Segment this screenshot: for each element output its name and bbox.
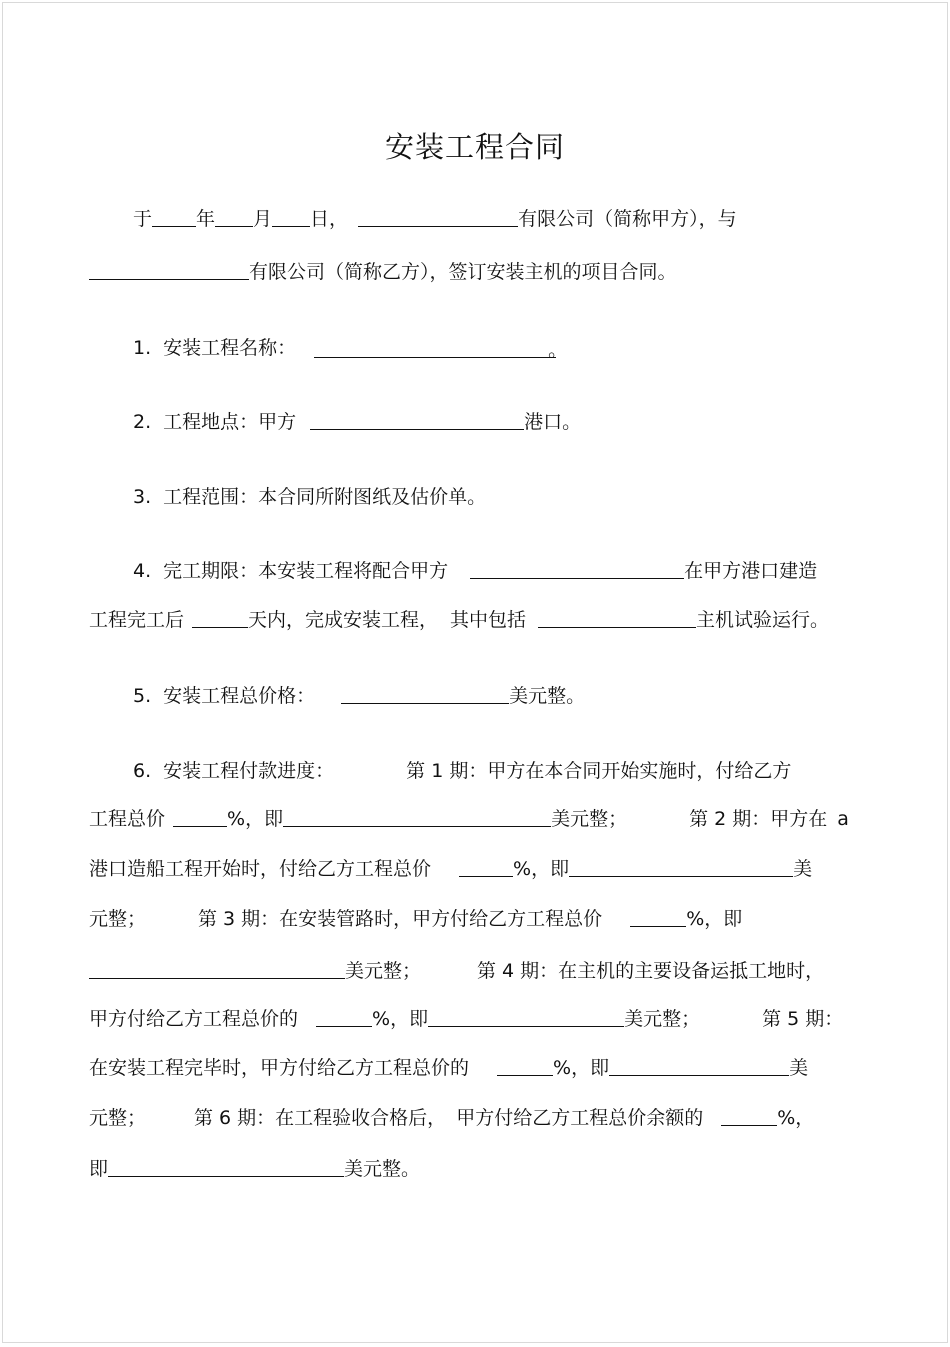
amount-5-blank[interactable] xyxy=(609,1055,789,1076)
project-name-blank[interactable]: 。 xyxy=(314,337,556,358)
clause-number: 2. xyxy=(133,411,152,433)
intro-text: 日， xyxy=(310,208,349,230)
clause-text: 即 xyxy=(89,1158,109,1180)
clause-text: 美元整。 xyxy=(344,1158,421,1180)
clause-1 xyxy=(133,335,879,361)
clause-5 xyxy=(133,683,879,709)
clause-text: 第 5 期： xyxy=(762,1008,844,1030)
includes-blank[interactable] xyxy=(538,607,696,628)
amount-1-blank[interactable] xyxy=(283,806,551,827)
clause-text: 第 1 期：甲方在本合同开始实施时，付给乙方 xyxy=(406,760,792,782)
clause-4-line-2 xyxy=(89,607,879,633)
clause-text: 工程完工后 xyxy=(89,609,185,631)
clause-text: 美 xyxy=(789,1057,809,1079)
intro-line-1 xyxy=(133,206,879,232)
intro-text: 月 xyxy=(253,208,273,230)
clause-text: 第 4 期：在主机的主要设备运抵工地时， xyxy=(477,960,825,982)
clause-text: 第 2 期：甲方在 xyxy=(689,808,828,830)
clause-6-line-3 xyxy=(89,856,879,882)
clause-text: 元整； xyxy=(89,1107,147,1129)
clause-text: 在安装工程完毕时，甲方付给乙方工程总价的 xyxy=(89,1057,470,1079)
document-page xyxy=(2,2,948,1343)
intro-line-2 xyxy=(89,259,879,285)
percent-2-blank[interactable] xyxy=(459,856,513,877)
clause-6-line-7 xyxy=(89,1055,879,1081)
amount-3-blank[interactable] xyxy=(89,958,345,979)
clause-text: %，即 xyxy=(686,908,743,930)
clause-text: 美元整； xyxy=(345,960,422,982)
clause-6-line-6 xyxy=(89,1006,879,1032)
clause-text: 第 3 期：在安装管路时，甲方付给乙方工程总价 xyxy=(198,908,603,930)
clause-6-line-2 xyxy=(89,806,879,832)
clause-text: 元整； xyxy=(89,908,147,930)
clause-text: %，即 xyxy=(513,858,570,880)
clause-text: 安装工程付款进度： xyxy=(163,760,335,782)
amount-6-blank[interactable] xyxy=(108,1156,344,1177)
intro-text: 于 xyxy=(133,208,153,230)
party-b-blank[interactable] xyxy=(89,259,249,280)
clause-text: %，即 xyxy=(227,808,284,830)
clause-6-line-4 xyxy=(89,906,879,932)
clause-text: 美 xyxy=(793,858,813,880)
clause-text: 港口造船工程开始时，付给乙方工程总价 xyxy=(89,858,432,880)
clause-text: 美元整； xyxy=(624,1008,701,1030)
clause-6-line-5 xyxy=(89,958,879,984)
clause-text: %，即 xyxy=(553,1057,610,1079)
clause-text: %， xyxy=(777,1107,815,1129)
clause-text: 美元整。 xyxy=(509,685,586,707)
clause-number: 5. xyxy=(133,685,152,707)
clause-text: %，即 xyxy=(372,1008,429,1030)
intro-text: 有限公司（简称乙方），签订安装主机的项目合同。 xyxy=(249,261,677,283)
clause-text: 第 6 期：在工程验收合格后， xyxy=(194,1107,447,1129)
clause-text: 工程总价 xyxy=(89,808,166,830)
total-price-blank[interactable] xyxy=(341,683,509,704)
amount-4-blank[interactable] xyxy=(428,1006,624,1027)
intro-text: 有限公司（简称甲方），与 xyxy=(518,208,737,230)
clause-6-line-9 xyxy=(89,1156,879,1182)
document-title: 安装工程合同 xyxy=(384,130,565,164)
clause-number: 3. xyxy=(133,486,152,508)
clause-text: 其中包括 xyxy=(450,609,527,631)
percent-5-blank[interactable] xyxy=(497,1055,553,1076)
shipyard-blank[interactable] xyxy=(470,558,684,579)
clause-text: 主机试验运行。 xyxy=(696,609,830,631)
clause-text: 甲方付给乙方工程总价余额的 xyxy=(456,1107,704,1129)
clause-4-line-1 xyxy=(133,558,879,584)
clause-text: 安装工程名称： xyxy=(163,337,297,359)
clause-text: a xyxy=(837,808,849,830)
clause-6-line-8 xyxy=(89,1105,879,1131)
clause-2 xyxy=(133,409,879,435)
clause-text: 美元整； xyxy=(551,808,628,830)
clause-text: 工程地点：甲方 xyxy=(163,411,297,433)
day-blank[interactable] xyxy=(272,206,310,227)
clause-text: 港口。 xyxy=(524,411,582,433)
location-blank[interactable] xyxy=(310,409,524,430)
days-blank[interactable] xyxy=(192,607,248,628)
clause-text: 安装工程总价格： xyxy=(163,685,316,707)
clause-number: 1. xyxy=(133,337,152,359)
clause-text: 工程范围：本合同所附图纸及估价单。 xyxy=(163,486,487,508)
clause-number: 4. xyxy=(133,560,152,582)
percent-4-blank[interactable] xyxy=(316,1006,372,1027)
clause-text: 天内，完成安装工程， xyxy=(248,609,439,631)
clause-text: 甲方付给乙方工程总价的 xyxy=(89,1008,299,1030)
percent-6-blank[interactable] xyxy=(721,1105,777,1126)
clause-3 xyxy=(133,484,879,510)
percent-3-blank[interactable] xyxy=(630,906,686,927)
year-blank[interactable] xyxy=(152,206,196,227)
percent-1-blank[interactable] xyxy=(173,806,227,827)
intro-text: 年 xyxy=(196,208,216,230)
clause-text: 在甲方港口建造 xyxy=(684,560,818,582)
amount-2-blank[interactable] xyxy=(569,856,793,877)
clause-number: 6. xyxy=(133,760,152,782)
clause-text: 完工期限：本安装工程将配合甲方 xyxy=(163,560,449,582)
month-blank[interactable] xyxy=(215,206,253,227)
party-a-blank[interactable] xyxy=(358,206,518,227)
clause-6-line-1 xyxy=(133,758,879,784)
